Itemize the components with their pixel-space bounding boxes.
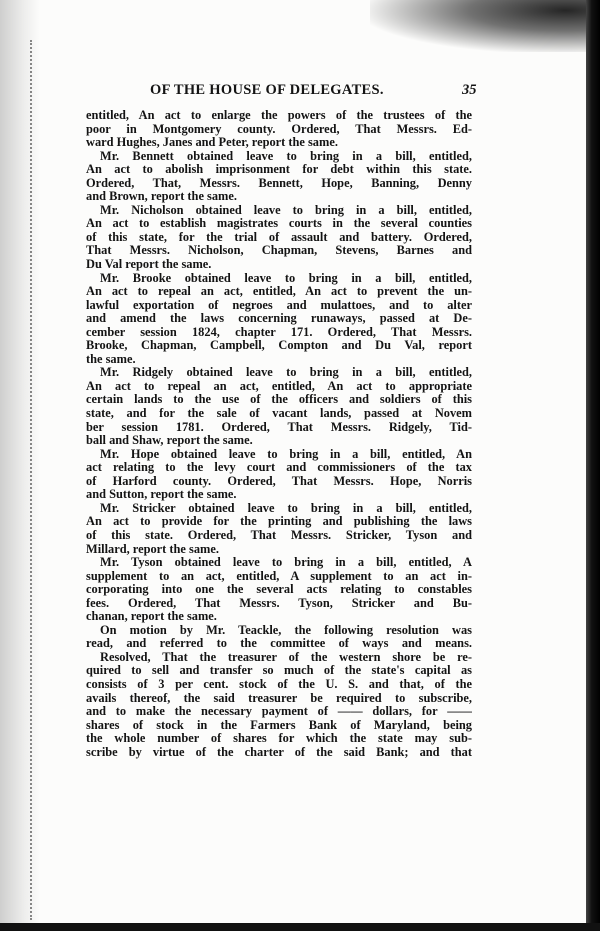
text-line: shares of stock in the Farmers Bank of Maryland, being [86,718,472,732]
text-line: ber session 1781. Ordered, That Messrs. Ridgely, Tid- [86,420,472,434]
text-line: Millard, report the same. [86,542,219,556]
text-line: Brooke, Chapman, Campbell, Compton and Du Val, report [86,339,472,353]
text-line: of Harford county. Ordered, That Messrs. Hope, Norris [86,474,472,488]
text-line: Mr. Stricker obtained leave to bring in a bill, entitled, [100,501,472,515]
text-line: Mr. Brooke obtained leave to bring in a bill, entitled, [100,271,472,285]
body-text [86,109,472,759]
text-line: scribe by virtue of the charter of the said Bank; and that [86,745,472,759]
text-line: Mr. Tyson obtained leave to bring in a bill, entitled, A [100,556,472,570]
running-head-title: OF THE HOUSE OF DELEGATES. [150,82,384,98]
text-line: lawful exportation of negroes and mulattoes, and to alter [86,298,472,312]
text-line: An act to establish magistrates courts in the several counties [86,217,472,231]
text-line: Mr. Nicholson obtained leave to bring in a bill, entitled, [100,203,472,217]
text-line: and amend the laws concerning runaways, passed at De- [86,312,472,326]
text-line: certain lands to the use of the officers and soldiers of this [86,393,472,407]
text-line: Du Val report the same. [86,258,212,272]
scan-right-border [586,0,600,931]
text-line: cember session 1824, chapter 171. Ordered, That Messrs. [86,325,472,339]
text-line: Resolved, That the treasurer of the western shore be re- [100,650,472,664]
text-line: poor in Montgomery county. Ordered, That Messrs. Ed- [86,122,472,136]
scan-bottom-border [0,923,600,931]
text-line: of this state. Ordered, That Messrs. Stricker, Tyson and [86,528,472,542]
text-line: An act to provide for the printing and publishing the laws [86,515,472,529]
text-line: state, and for the sale of vacant lands, passed at Novem [86,407,472,421]
text-line: the whole number of shares for which the state may sub- [86,732,472,746]
text-line: of this state, for the trial of assault and battery. Ordered, [86,230,472,244]
text-line: An act to abolish imprisonment for debt within this state. [86,163,472,177]
text-line: avails thereof, the said treasurer be required to subscribe, [86,691,472,705]
binding-gutter [30,40,36,920]
text-line: and Brown, report the same. [86,190,237,204]
page-number: 35 [462,82,477,98]
text-line: consists of 3 per cent. stock of the U. S. and that, of the [86,677,472,691]
text-line: Mr. Bennett obtained leave to bring in a bill, entitled, [100,149,472,163]
text-line: read, and referred to the committee of ways and means. [86,637,472,651]
text-line: Ordered, That, Messrs. Bennett, Hope, Banning, Denny [86,176,472,190]
text-line: fees. Ordered, That Messrs. Tyson, Stricker and Bu- [86,596,472,610]
text-line: corporating into one the several acts relating to constables [86,583,472,597]
text-line: quired to sell and transfer so much of the state's capital as [86,664,472,678]
text-line: chanan, report the same. [86,610,217,624]
text-line: On motion by Mr. Teackle, the following resolution was [100,623,472,637]
text-line: Mr. Ridgely obtained leave to bring in a bill, entitled, [100,366,472,380]
text-line: the same. [86,352,136,366]
text-line: That Messrs. Nicholson, Chapman, Stevens, Barnes and [86,244,472,258]
text-line: supplement to an act, entitled, A supplement to an act in- [86,569,472,583]
text-line: and Sutton, report the same. [86,488,237,502]
text-line: and to make the necessary payment of —— dollars, for —— [86,705,472,719]
text-line: act relating to the levy court and commissioners of the tax [86,461,472,475]
running-head [86,82,486,102]
text-line: entitled, An act to enlarge the powers of the trustees of the [86,109,472,122]
text-line: ward Hughes, Janes and Peter, report the same. [86,136,338,150]
text-line: An act to repeal an act, entitled, An act to prevent the un- [86,285,472,299]
text-line: Mr. Hope obtained leave to bring in a bill, entitled, An [100,447,472,461]
text-line: ball and Shaw, report the same. [86,434,253,448]
scan-corner-shadow [370,0,600,52]
text-line: An act to repeal an act, entitled, An act to appropriate [86,379,472,393]
